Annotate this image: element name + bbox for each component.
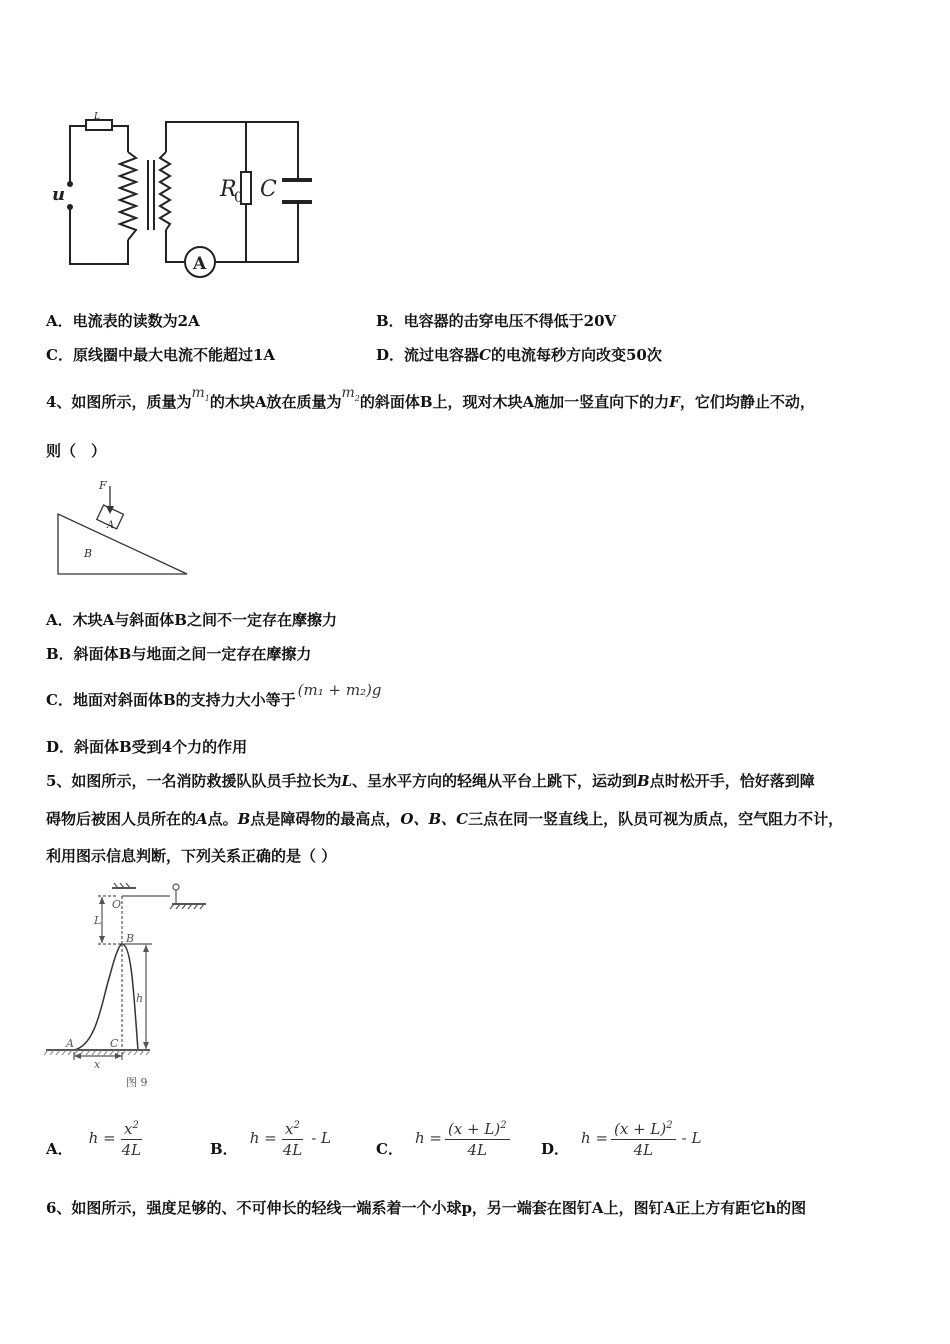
q5-line1-L: L	[341, 772, 352, 790]
q4-m2-sub: 2	[354, 393, 360, 403]
figure-caption: 图 9	[126, 1076, 148, 1089]
q5-option-c-num	[445, 1116, 510, 1140]
length-l-label: L	[94, 914, 102, 927]
q5-line1-a: 5、如图所示，一名消防救援队队员手拉长为	[46, 772, 342, 790]
q5-option-c-lhs: h =	[414, 1129, 442, 1147]
q5-option-a-den: 4L	[121, 1141, 142, 1159]
q5-line1-c: 点时松开手，恰好落到障	[649, 772, 815, 790]
q5-line2-OBC: O、B、C	[400, 810, 469, 828]
height-h-label: h	[136, 992, 144, 1005]
q5-option-a-num	[121, 1116, 142, 1140]
q4-m2-base: m	[341, 385, 355, 401]
q5-option-d-lhs: h =	[581, 1129, 609, 1147]
circuit-diagram	[48, 112, 318, 282]
q5-option-d	[541, 1116, 701, 1160]
q4-m2	[341, 385, 359, 401]
q4-stem-force: F	[669, 393, 680, 411]
point-o-label: O	[112, 898, 122, 911]
distance-x-label: x	[94, 1058, 101, 1071]
q5-option-b-frac	[280, 1116, 306, 1160]
q5-option-d-frac	[611, 1116, 676, 1160]
q5-option-c-sup: 2	[500, 1120, 507, 1131]
q4-m1-sub: 1	[204, 393, 210, 403]
point-c-label: C	[110, 1037, 119, 1050]
q4-stem-part3: 的斜面体B上，现对木块A施加一竖直向下的力	[359, 393, 670, 411]
q5-option-c-num-text: (x + L)	[447, 1120, 501, 1138]
q5-line2-A: A	[196, 810, 208, 828]
q5-option-b-tail: - L	[311, 1129, 332, 1147]
q4-option-d: D．斜面体B受到4个力的作用	[46, 738, 248, 756]
q3-option-d-var: C	[479, 346, 491, 364]
q3-option-c: C．原线圈中最大电流不能超过1A	[46, 346, 276, 364]
incline-diagram	[52, 474, 197, 580]
q4-stem	[46, 385, 815, 419]
q5-option-d-num	[611, 1116, 676, 1140]
q5-option-c-frac	[445, 1116, 510, 1160]
q5-option-b-num-text: x	[285, 1120, 294, 1138]
q3-option-d	[376, 345, 662, 365]
q6-stem: 6、如图所示，强度足够的、不可伸长的轻线一端系着一个小球p，另一端套在图钉A上，图钉A正上方有距它h的图	[46, 1199, 807, 1217]
q4-option-c	[46, 681, 382, 710]
q5-line2-b: 点。	[207, 810, 238, 828]
q5-option-a	[46, 1116, 144, 1160]
q4-option-c-text: C．地面对斜面体B的支持力大小等于	[46, 691, 296, 709]
voltage-label: u	[52, 184, 66, 205]
ammeter-label: A	[193, 254, 207, 274]
q5-option-d-sup: 2	[666, 1120, 673, 1131]
q5-option-a-lhs: h =	[88, 1129, 116, 1147]
q5-option-c-label: C．	[376, 1140, 403, 1158]
block-label: A	[107, 520, 115, 531]
q5-option-b-lhs: h =	[249, 1129, 277, 1147]
fuse-label: L	[94, 112, 100, 122]
q4-stem-part4: ，它们均静止不动，	[679, 393, 815, 411]
q5-option-c	[376, 1116, 510, 1160]
q5-stem-line3: 利用图示信息判断，下列关系正确的是（ ）	[46, 847, 337, 865]
incline-label: B	[84, 547, 93, 560]
rescue-diagram	[42, 880, 212, 1092]
q4-m1-base: m	[191, 385, 205, 401]
q5-stem-line1	[46, 771, 815, 791]
q5-option-d-tail: - L	[681, 1129, 702, 1147]
q5-option-d-den: 4L	[633, 1141, 654, 1159]
resistor-label: R	[220, 177, 237, 202]
q3-option-a: A．电流表的读数为2A	[46, 312, 200, 330]
q5-option-b-num	[282, 1116, 303, 1140]
q3-option-d-pre: D．流过电容器	[376, 346, 480, 364]
q5-line2-B: B	[237, 810, 251, 828]
q5-option-a-frac	[119, 1116, 145, 1160]
q5-option-d-num-text: (x + L)	[614, 1120, 667, 1138]
q5-option-b	[210, 1116, 331, 1160]
q3-option-b: B．电容器的击穿电压不得低于20V	[376, 312, 617, 330]
q4-stem-part1: 4、如图所示，质量为	[46, 393, 192, 411]
q4-stem-part2: 的木块A放在质量为	[209, 393, 342, 411]
q5-line1-b: 、呈水平方向的轻绳从平台上跳下，运动到	[352, 772, 638, 790]
q5-option-a-num-text: x	[123, 1120, 133, 1138]
q5-option-b-sup: 2	[293, 1120, 300, 1131]
point-a-label: A	[66, 1037, 74, 1050]
q4-m1	[191, 385, 209, 401]
q4-option-a: A．木块A与斜面体B之间不一定存在摩擦力	[46, 611, 337, 629]
q5-option-b-den: 4L	[282, 1141, 303, 1159]
q5-line1-B: B	[637, 772, 650, 790]
q5-line2-d: 三点在同一竖直线上，队员可视为质点，空气阻力不计，	[468, 810, 844, 828]
resistor-subscript: 0	[234, 190, 243, 206]
q5-option-d-label: D．	[541, 1140, 570, 1158]
capacitor-label: C	[260, 177, 277, 202]
q5-option-b-label: B．	[210, 1140, 238, 1158]
q5-option-c-den: 4L	[467, 1141, 488, 1159]
q5-option-a-sup: 2	[132, 1120, 139, 1131]
q4-option-b: B．斜面体B与地面之间一定存在摩擦力	[46, 645, 312, 663]
q5-line2-a: 碍物后被困人员所在的	[46, 810, 197, 828]
q4-option-c-formula: (m₁ + m₂)g	[297, 681, 382, 699]
q5-stem-line2	[46, 809, 843, 829]
force-label: F	[99, 479, 107, 492]
q5-line2-c: 点是障碍物的最高点，	[250, 810, 401, 828]
point-b-label: B	[126, 932, 135, 945]
q3-option-d-post: 的电流每秒方向改变50次	[490, 346, 662, 364]
q5-option-a-label: A．	[46, 1140, 73, 1158]
q4-stem-line2: 则（ ）	[46, 442, 107, 460]
